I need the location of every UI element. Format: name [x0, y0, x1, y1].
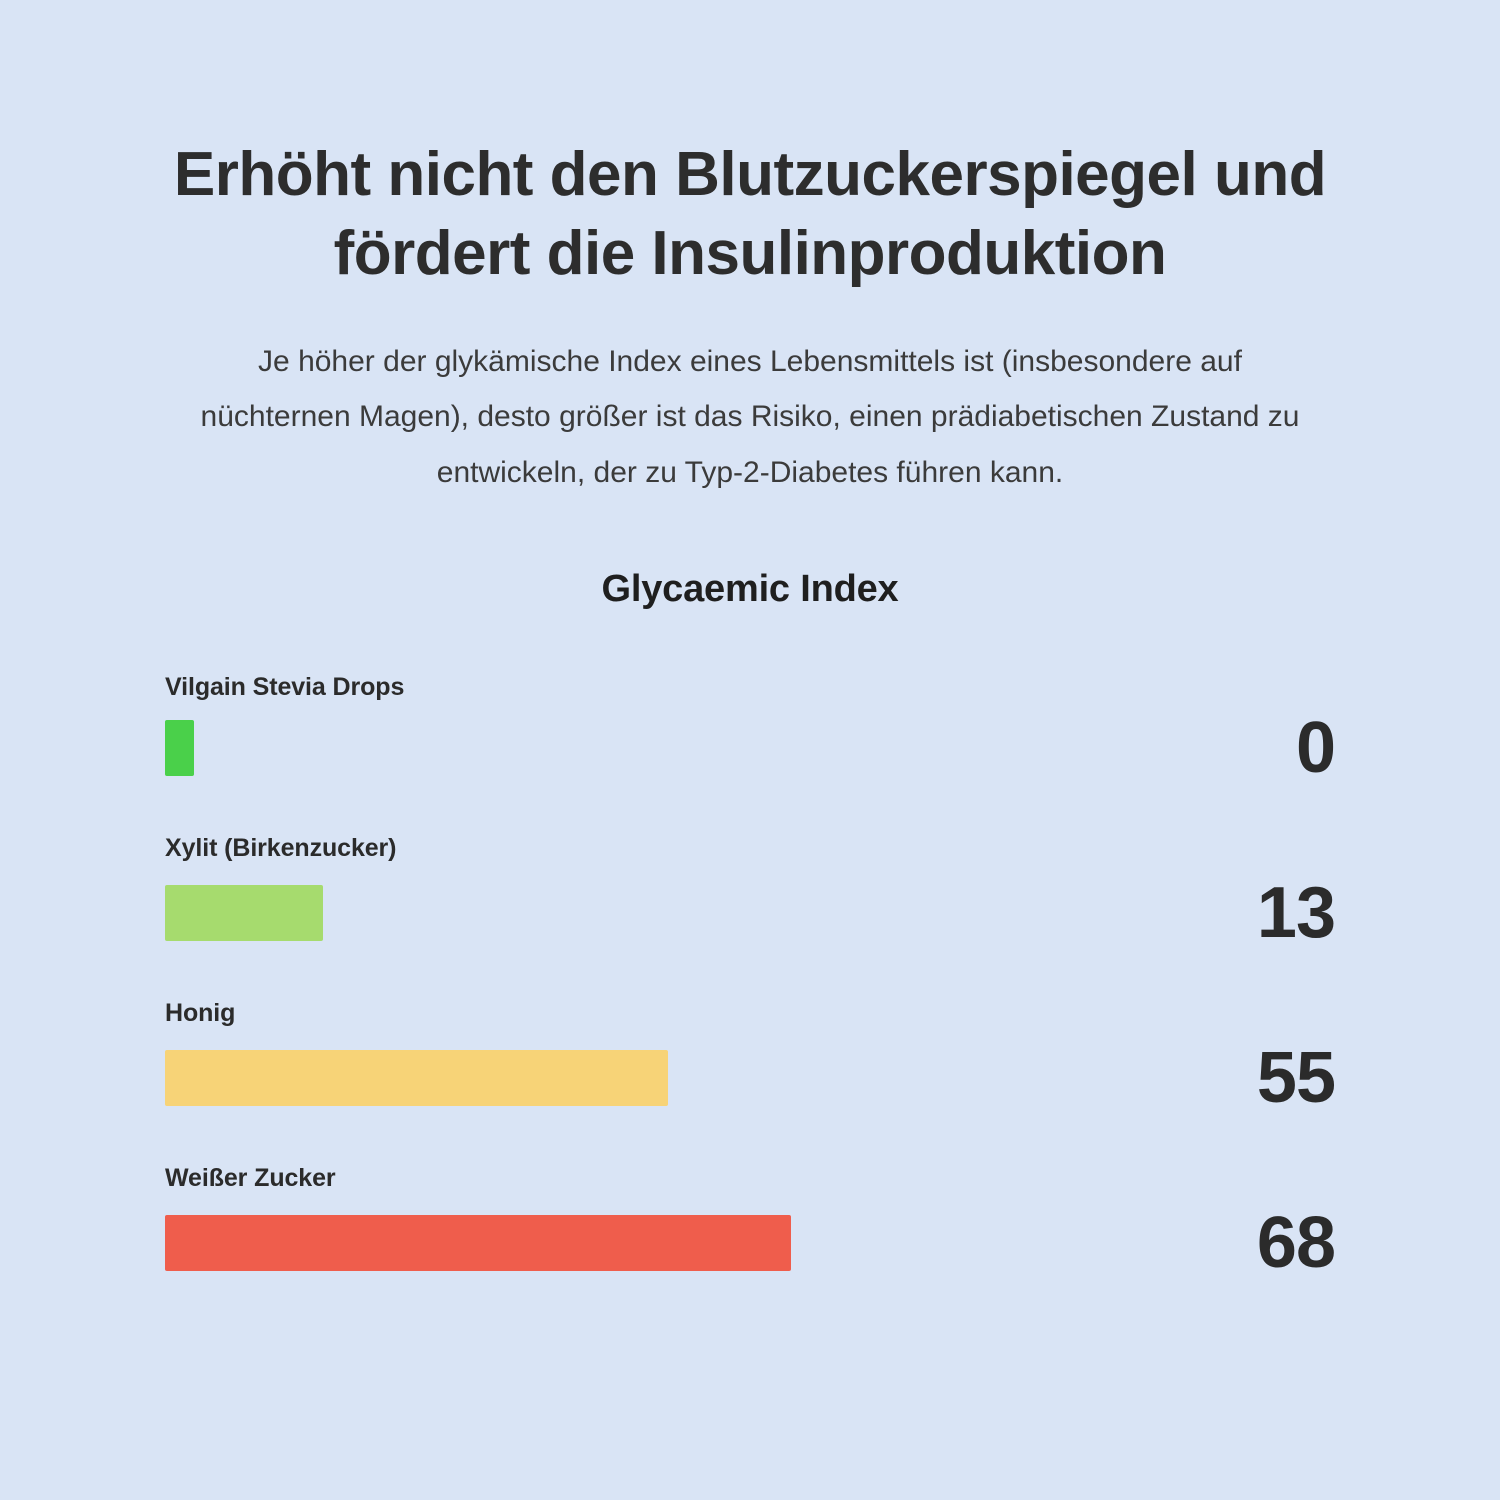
bar-value: 55 [1256, 1038, 1335, 1119]
bar-row [165, 673, 1335, 789]
bar-label: Vilgain Stevia Drops [165, 673, 405, 702]
bar-row [165, 1164, 1335, 1284]
bar-value: 13 [1256, 873, 1335, 954]
bar-track [165, 708, 1335, 789]
bar-label: Xylit (Birkenzucker) [165, 834, 397, 863]
bar-row [165, 999, 1335, 1119]
bar-row [165, 834, 1335, 954]
bar-track [165, 1203, 1335, 1284]
chart-title: Glycaemic Index [601, 568, 899, 611]
bar-fill [165, 720, 194, 776]
glycaemic-index-bar-chart [165, 673, 1335, 1284]
bar-label: Weißer Zucker [165, 1164, 336, 1193]
bar-fill [165, 1050, 668, 1106]
bar-label: Honig [165, 999, 236, 1028]
bar-fill [165, 885, 323, 941]
bar-value: 0 [1295, 708, 1335, 789]
description-paragraph: Je höher der glykämische Index eines Lebensmittels ist (insbesondere auf nüchternen Magen), desto größer ist das Risiko, einen prädiabetischen Zustand zu entwickeln, der zu Typ-2-Diabetes führen kann. [200, 344, 1300, 489]
bar-value: 68 [1256, 1203, 1335, 1284]
page-title: Erhöht nicht den Blutzuckerspiegel und fördert die Insulinproduktion [173, 140, 1327, 289]
bar-track [165, 1038, 1335, 1119]
bar-track [165, 873, 1335, 954]
bar-fill [165, 1215, 791, 1271]
